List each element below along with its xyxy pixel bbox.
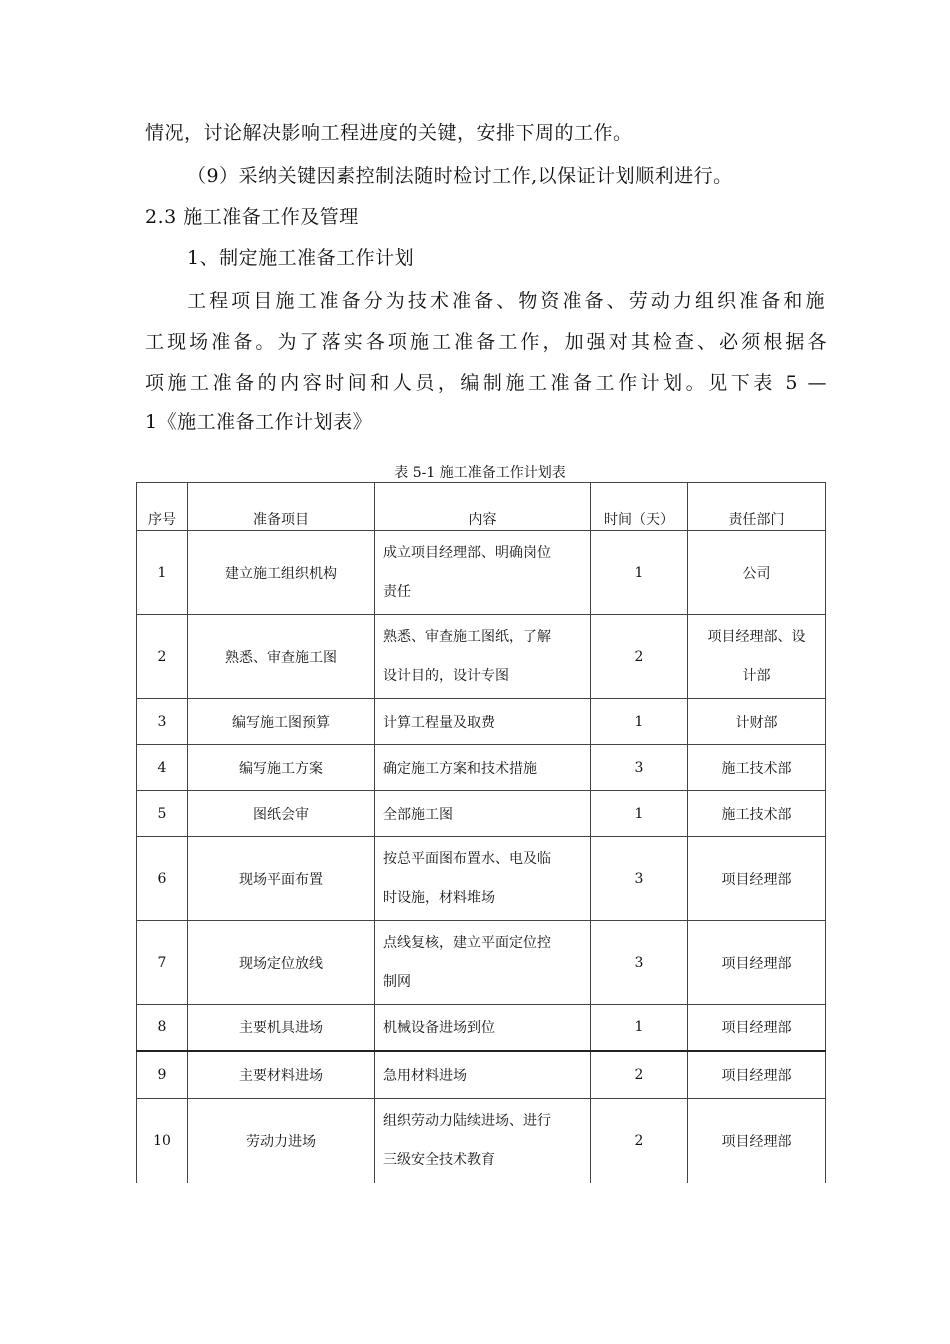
row-item: 主要材料进场 <box>188 1051 375 1099</box>
row-content-line-2: 责任 <box>383 583 411 600</box>
row-dept: 项目经理部 <box>688 1099 826 1183</box>
row-content <box>375 921 591 1005</box>
row-content-line-1: 点线复核，建立平面定位控 <box>383 934 551 951</box>
row-content <box>375 615 591 699</box>
row-content-line-2: 时设施，材料堆场 <box>383 889 495 906</box>
row-item: 编写施工图预算 <box>188 699 375 745</box>
header-item: 准备项目 <box>188 483 375 531</box>
row-content <box>375 837 591 921</box>
row-dept-line-1: 项目经理部、设 <box>707 628 806 645</box>
table-row <box>137 921 826 1005</box>
preparation-plan-table <box>136 482 826 1183</box>
row-content <box>375 1099 591 1183</box>
row-dept <box>688 615 826 699</box>
row-no: 3 <box>137 699 188 745</box>
paragraph-line-1: 情况，讨论解决影响工程进度的关键，安排下周的工作。 <box>145 122 633 144</box>
row-days: 1 <box>591 531 688 615</box>
row-no: 5 <box>137 791 188 837</box>
paragraph-item-9: （9）采纳关键因素控制法随时检讨工作,以保证计划顺利进行。 <box>187 165 733 187</box>
row-dept: 项目经理部 <box>688 1051 826 1099</box>
row-no: 10 <box>137 1099 188 1183</box>
row-item: 建立施工组织机构 <box>188 531 375 615</box>
row-item: 现场定位放线 <box>188 921 375 1005</box>
row-content: 计算工程量及取费 <box>375 699 591 745</box>
row-no: 4 <box>137 745 188 791</box>
header-dept: 责任部门 <box>688 483 826 531</box>
table-row <box>137 1005 826 1051</box>
table-row <box>137 615 826 699</box>
row-no: 8 <box>137 1005 188 1051</box>
paragraph-body-line-2: 工现场准备。为了落实各项施工准备工作，加强对其检查、必须根据各 <box>145 331 827 353</box>
row-item: 熟悉、审查施工图 <box>188 615 375 699</box>
row-days: 3 <box>591 745 688 791</box>
row-content-line-2: 制网 <box>383 973 411 990</box>
row-no: 7 <box>137 921 188 1005</box>
row-days: 3 <box>591 921 688 1005</box>
row-content: 确定施工方案和技术措施 <box>375 745 591 791</box>
row-item: 编写施工方案 <box>188 745 375 791</box>
row-content: 机械设备进场到位 <box>375 1005 591 1051</box>
row-dept: 施工技术部 <box>688 745 826 791</box>
row-days: 2 <box>591 1051 688 1099</box>
row-dept-line-2: 计部 <box>742 667 771 684</box>
section-heading: 2.3 施工准备工作及管理 <box>145 206 359 228</box>
row-no: 2 <box>137 615 188 699</box>
header-content: 内容 <box>375 483 591 531</box>
row-dept: 公司 <box>688 531 826 615</box>
table-row <box>137 531 826 615</box>
row-dept: 计财部 <box>688 699 826 745</box>
row-item: 劳动力进场 <box>188 1099 375 1183</box>
row-content-line-2: 三级安全技术教育 <box>383 1151 495 1168</box>
row-dept: 项目经理部 <box>688 837 826 921</box>
row-content-line-2: 设计目的，设计专图 <box>383 667 509 684</box>
table-row <box>137 1099 826 1183</box>
row-days: 1 <box>591 791 688 837</box>
row-content-line-1: 组织劳动力陆续进场、进行 <box>383 1112 551 1129</box>
row-days: 1 <box>591 699 688 745</box>
paragraph-body-line-3: 项施工准备的内容时间和人员，编制施工准备工作计划。见下表 5 — <box>145 372 827 394</box>
row-no: 1 <box>137 531 188 615</box>
row-content-line-1: 熟悉、审查施工图纸，了解 <box>383 628 551 645</box>
row-dept: 项目经理部 <box>688 1005 826 1051</box>
row-days: 2 <box>591 1099 688 1183</box>
row-days: 3 <box>591 837 688 921</box>
paragraph-body-line-4: 1《施工准备工作计划表》 <box>145 411 373 433</box>
table-row <box>137 837 826 921</box>
header-days: 时间（天） <box>591 483 688 531</box>
subsection-heading: 1、制定施工准备工作计划 <box>187 247 415 269</box>
row-item: 主要机具进场 <box>188 1005 375 1051</box>
row-dept: 施工技术部 <box>688 791 826 837</box>
row-content <box>375 531 591 615</box>
table-caption: 表 5-1 施工准备工作计划表 <box>394 465 566 481</box>
row-content-line-1: 成立项目经理部、明确岗位 <box>383 544 551 561</box>
row-content: 全部施工图 <box>375 791 591 837</box>
row-item: 现场平面布置 <box>188 837 375 921</box>
row-no: 6 <box>137 837 188 921</box>
table-row <box>137 745 826 791</box>
row-days: 2 <box>591 615 688 699</box>
paragraph-body-line-1: 工程项目施工准备分为技术准备、物资准备、劳动力组织准备和施 <box>187 290 825 312</box>
row-content-line-1: 按总平面图布置水、电及临 <box>383 850 551 867</box>
row-no: 9 <box>137 1051 188 1099</box>
table-row <box>137 1051 826 1099</box>
row-content: 急用材料进场 <box>375 1051 591 1099</box>
row-item: 图纸会审 <box>188 791 375 837</box>
table-header-row <box>137 483 826 531</box>
table-row <box>137 699 826 745</box>
header-no: 序号 <box>137 483 188 531</box>
row-dept: 项目经理部 <box>688 921 826 1005</box>
row-days: 1 <box>591 1005 688 1051</box>
table-row <box>137 791 826 837</box>
